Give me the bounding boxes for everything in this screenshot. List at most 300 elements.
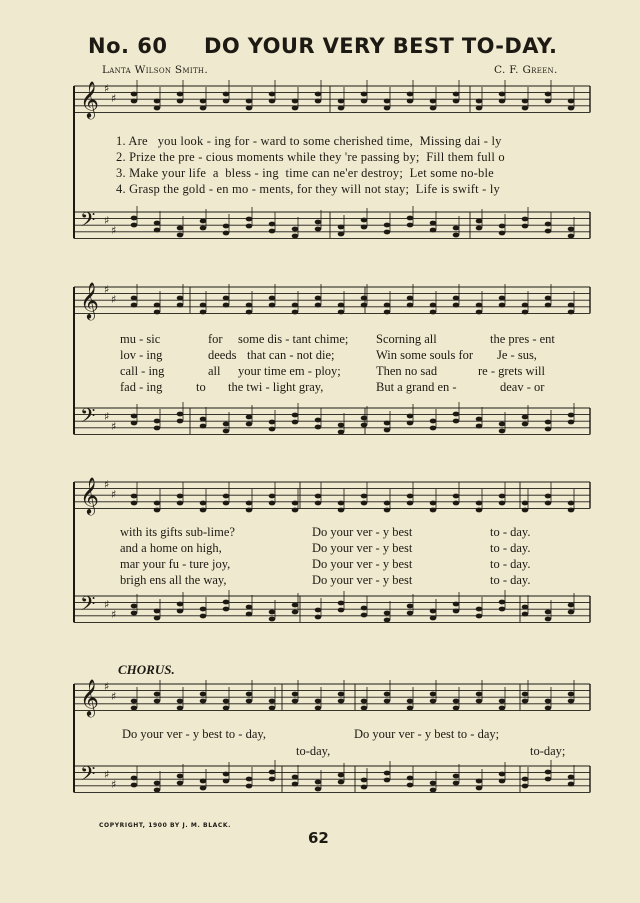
note-head-icon: [545, 770, 552, 775]
note-head-icon: [384, 778, 391, 783]
verse-4-line: 4. Grasp the gold - en mo - ments, for they will not stay; Life is swift - ly: [116, 182, 500, 196]
note-head-icon: [384, 99, 391, 104]
note-head-icon: [476, 219, 483, 224]
note-head-icon: [154, 788, 161, 793]
note-head-icon: [568, 234, 575, 239]
note-head-icon: [499, 772, 506, 777]
note-head-icon: [568, 303, 575, 308]
chorus-lyric: Do your ver - y best to - day,: [122, 727, 266, 741]
note-head-icon: [315, 787, 322, 792]
note-head-icon: [499, 231, 506, 236]
note-head-icon: [453, 699, 460, 704]
lyric: some dis - tant chime;: [238, 332, 349, 346]
note-head-icon: [315, 418, 322, 423]
note-head-icon: [315, 99, 322, 104]
note-head-icon: [476, 692, 483, 697]
note-head-icon: [384, 771, 391, 776]
note-head-icon: [246, 106, 253, 111]
note-head-icon: [384, 230, 391, 235]
note-head-icon: [154, 699, 161, 704]
note-head-icon: [476, 417, 483, 422]
note-head-icon: [131, 421, 138, 426]
note-head-icon: [292, 692, 299, 697]
note-head-icon: [522, 777, 529, 782]
note-head-icon: [223, 429, 230, 434]
treble-clef-icon: 𝄞: [80, 476, 99, 514]
note-head-icon: [246, 777, 253, 782]
note-head-icon: [154, 609, 161, 614]
lyric: with its gifts sub-lime?: [120, 525, 235, 539]
note-head-icon: [315, 780, 322, 785]
note-head-icon: [315, 296, 322, 301]
note-head-icon: [177, 494, 184, 499]
note-head-icon: [522, 99, 529, 104]
verse-1-line: 1. Are you look - ing for - ward to some cherished time, Missing dai - ly: [116, 134, 502, 148]
note-head-icon: [568, 501, 575, 506]
sharp-icon: ♯: [111, 608, 117, 621]
note-head-icon: [384, 310, 391, 315]
note-head-icon: [476, 226, 483, 231]
note-head-icon: [246, 501, 253, 506]
note-head-icon: [131, 501, 138, 506]
note-head-icon: [568, 420, 575, 425]
sharp-icon: ♯: [104, 680, 110, 693]
note-head-icon: [499, 224, 506, 229]
note-head-icon: [246, 303, 253, 308]
note-head-icon: [476, 508, 483, 513]
note-head-icon: [154, 228, 161, 233]
note-head-icon: [131, 699, 138, 704]
note-head-icon: [545, 699, 552, 704]
note-head-icon: [131, 604, 138, 609]
note-head-icon: [177, 226, 184, 231]
chorus-lyric: to-day,: [296, 744, 331, 758]
chorus-lyric: to-day;: [530, 744, 566, 758]
note-head-icon: [522, 422, 529, 427]
note-head-icon: [246, 217, 253, 222]
note-head-icon: [223, 779, 230, 784]
note-head-icon: [568, 227, 575, 232]
note-head-icon: [223, 99, 230, 104]
note-head-icon: [269, 296, 276, 301]
bass-clef-icon: 𝄢: [80, 592, 96, 620]
note-head-icon: [177, 501, 184, 506]
note-head-icon: [292, 699, 299, 704]
note-head-icon: [131, 783, 138, 788]
note-head-icon: [476, 614, 483, 619]
note-head-icon: [499, 429, 506, 434]
note-head-icon: [453, 781, 460, 786]
note-head-icon: [292, 227, 299, 232]
note-head-icon: [361, 303, 368, 308]
note-head-icon: [499, 779, 506, 784]
note-head-icon: [223, 92, 230, 97]
note-head-icon: [154, 310, 161, 315]
note-head-icon: [177, 99, 184, 104]
note-head-icon: [361, 225, 368, 230]
note-head-icon: [476, 779, 483, 784]
note-head-icon: [338, 780, 345, 785]
note-head-icon: [315, 608, 322, 613]
note-head-icon: [223, 296, 230, 301]
note-head-icon: [384, 611, 391, 616]
lyric: and a home on high,: [120, 541, 222, 555]
note-head-icon: [154, 501, 161, 506]
note-head-icon: [499, 494, 506, 499]
note-head-icon: [476, 607, 483, 612]
note-head-icon: [499, 99, 506, 104]
note-head-icon: [568, 699, 575, 704]
note-head-icon: [522, 415, 529, 420]
note-head-icon: [361, 92, 368, 97]
note-head-icon: [407, 494, 414, 499]
note-head-icon: [269, 222, 276, 227]
note-head-icon: [407, 611, 414, 616]
note-head-icon: [315, 303, 322, 308]
note-head-icon: [384, 692, 391, 697]
composer-credit: C. F. Green.: [494, 64, 558, 76]
note-head-icon: [338, 501, 345, 506]
note-head-icon: [384, 303, 391, 308]
note-head-icon: [430, 419, 437, 424]
lyric: to - day.: [490, 525, 531, 539]
lyric: to - day.: [490, 541, 531, 555]
sharp-icon: ♯: [111, 690, 117, 703]
note-head-icon: [338, 423, 345, 428]
note-head-icon: [522, 784, 529, 789]
note-head-icon: [154, 419, 161, 424]
note-head-icon: [223, 494, 230, 499]
note-head-icon: [246, 99, 253, 104]
note-head-icon: [200, 226, 207, 231]
note-head-icon: [453, 501, 460, 506]
lyric: re - grets will: [478, 364, 545, 378]
note-head-icon: [269, 92, 276, 97]
lyric: the twi - light gray,: [228, 380, 324, 394]
note-head-icon: [384, 501, 391, 506]
note-head-icon: [223, 303, 230, 308]
lyric: mu - sic: [120, 332, 161, 346]
note-head-icon: [384, 106, 391, 111]
note-head-icon: [361, 613, 368, 618]
note-head-icon: [269, 610, 276, 615]
note-head-icon: [545, 99, 552, 104]
note-head-icon: [361, 606, 368, 611]
note-head-icon: [453, 419, 460, 424]
note-head-icon: [453, 92, 460, 97]
note-head-icon: [131, 776, 138, 781]
lyric: to: [196, 380, 206, 394]
note-head-icon: [200, 607, 207, 612]
note-head-icon: [223, 607, 230, 612]
note-head-icon: [430, 609, 437, 614]
note-head-icon: [407, 783, 414, 788]
note-head-icon: [430, 106, 437, 111]
note-head-icon: [522, 303, 529, 308]
note-head-icon: [131, 414, 138, 419]
chorus-lyric: Do your ver - y best to - day;: [354, 727, 500, 741]
note-head-icon: [269, 494, 276, 499]
note-head-icon: [177, 303, 184, 308]
note-head-icon: [568, 310, 575, 315]
note-head-icon: [338, 310, 345, 315]
note-head-icon: [131, 99, 138, 104]
note-head-icon: [407, 99, 414, 104]
note-head-icon: [384, 618, 391, 623]
note-head-icon: [453, 774, 460, 779]
note-head-icon: [269, 770, 276, 775]
note-head-icon: [545, 617, 552, 622]
note-head-icon: [131, 303, 138, 308]
note-head-icon: [154, 99, 161, 104]
note-head-icon: [453, 412, 460, 417]
note-head-icon: [154, 106, 161, 111]
note-head-icon: [292, 303, 299, 308]
note-head-icon: [223, 600, 230, 605]
note-head-icon: [568, 413, 575, 418]
sharp-icon: ♯: [111, 224, 117, 237]
sharp-icon: ♯: [104, 410, 110, 423]
note-head-icon: [200, 779, 207, 784]
note-head-icon: [545, 420, 552, 425]
note-head-icon: [499, 296, 506, 301]
note-head-icon: [361, 778, 368, 783]
note-head-icon: [545, 222, 552, 227]
note-head-icon: [154, 303, 161, 308]
note-head-icon: [223, 224, 230, 229]
note-head-icon: [430, 310, 437, 315]
note-head-icon: [407, 776, 414, 781]
note-head-icon: [200, 424, 207, 429]
note-head-icon: [338, 508, 345, 513]
note-head-icon: [200, 786, 207, 791]
note-head-icon: [430, 508, 437, 513]
note-head-icon: [131, 296, 138, 301]
note-head-icon: [269, 427, 276, 432]
note-head-icon: [430, 692, 437, 697]
note-head-icon: [522, 217, 529, 222]
note-head-icon: [499, 607, 506, 612]
note-head-icon: [476, 786, 483, 791]
bass-clef-icon: 𝄢: [80, 208, 96, 236]
note-head-icon: [338, 232, 345, 237]
sharp-icon: ♯: [104, 82, 110, 95]
note-head-icon: [200, 501, 207, 506]
note-head-icon: [154, 692, 161, 697]
note-head-icon: [430, 228, 437, 233]
note-head-icon: [453, 226, 460, 231]
note-head-icon: [522, 224, 529, 229]
note-head-icon: [269, 99, 276, 104]
note-head-icon: [476, 310, 483, 315]
note-head-icon: [361, 218, 368, 223]
note-head-icon: [246, 310, 253, 315]
note-head-icon: [246, 508, 253, 513]
lyric: Do your ver - y best: [312, 541, 413, 555]
note-head-icon: [545, 501, 552, 506]
note-head-icon: [361, 501, 368, 506]
note-head-icon: [200, 417, 207, 422]
note-head-icon: [246, 422, 253, 427]
note-head-icon: [361, 99, 368, 104]
note-head-icon: [545, 92, 552, 97]
note-head-icon: [522, 508, 529, 513]
note-head-icon: [292, 310, 299, 315]
sharp-icon: ♯: [104, 768, 110, 781]
note-head-icon: [338, 225, 345, 230]
sharp-icon: ♯: [111, 420, 117, 433]
note-head-icon: [545, 303, 552, 308]
note-head-icon: [269, 420, 276, 425]
note-head-icon: [246, 605, 253, 610]
lyric: Do your ver - y best: [312, 557, 413, 571]
note-head-icon: [315, 220, 322, 225]
note-head-icon: [430, 781, 437, 786]
hymn-title: DO YOUR VERY BEST TO-DAY.: [204, 34, 558, 58]
note-head-icon: [292, 413, 299, 418]
note-head-icon: [453, 99, 460, 104]
note-head-icon: [154, 426, 161, 431]
note-head-icon: [499, 422, 506, 427]
note-head-icon: [476, 424, 483, 429]
lyric: Do your ver - y best: [312, 525, 413, 539]
note-head-icon: [568, 603, 575, 608]
note-head-icon: [292, 775, 299, 780]
lyric: Scorning all: [376, 332, 437, 346]
sharp-icon: ♯: [111, 488, 117, 501]
note-head-icon: [522, 310, 529, 315]
note-head-icon: [430, 501, 437, 506]
note-head-icon: [568, 610, 575, 615]
note-head-icon: [200, 99, 207, 104]
note-head-icon: [338, 303, 345, 308]
note-head-icon: [292, 508, 299, 513]
lyric: all: [208, 364, 221, 378]
note-head-icon: [545, 706, 552, 711]
note-head-icon: [522, 501, 529, 506]
note-head-icon: [200, 219, 207, 224]
note-head-icon: [361, 699, 368, 704]
note-head-icon: [384, 421, 391, 426]
note-head-icon: [407, 303, 414, 308]
note-head-icon: [315, 494, 322, 499]
note-head-icon: [430, 303, 437, 308]
note-head-icon: [407, 92, 414, 97]
note-head-icon: [430, 699, 437, 704]
note-head-icon: [522, 605, 529, 610]
note-head-icon: [499, 706, 506, 711]
note-head-icon: [223, 699, 230, 704]
lyricist-credit: Lanta Wilson Smith.: [102, 64, 208, 76]
lyric: But a grand en -: [376, 380, 457, 394]
note-head-icon: [269, 617, 276, 622]
note-head-icon: [476, 699, 483, 704]
note-head-icon: [177, 92, 184, 97]
note-head-icon: [246, 612, 253, 617]
note-head-icon: [223, 501, 230, 506]
note-head-icon: [269, 501, 276, 506]
note-head-icon: [246, 692, 253, 697]
note-head-icon: [154, 781, 161, 786]
note-head-icon: [338, 773, 345, 778]
note-head-icon: [430, 616, 437, 621]
sharp-icon: ♯: [111, 778, 117, 791]
note-head-icon: [568, 99, 575, 104]
note-head-icon: [453, 303, 460, 308]
lyric: to - day.: [490, 573, 531, 587]
note-head-icon: [338, 699, 345, 704]
note-head-icon: [361, 423, 368, 428]
lyric: fad - ing: [120, 380, 163, 394]
note-head-icon: [453, 494, 460, 499]
note-head-icon: [131, 706, 138, 711]
note-head-icon: [568, 692, 575, 697]
note-head-icon: [131, 223, 138, 228]
note-head-icon: [361, 494, 368, 499]
note-head-icon: [476, 303, 483, 308]
note-head-icon: [499, 92, 506, 97]
note-head-icon: [568, 782, 575, 787]
note-head-icon: [384, 428, 391, 433]
treble-clef-icon: 𝄞: [80, 678, 99, 716]
note-head-icon: [522, 699, 529, 704]
note-head-icon: [545, 494, 552, 499]
note-head-icon: [545, 229, 552, 234]
note-head-icon: [545, 610, 552, 615]
note-head-icon: [522, 106, 529, 111]
note-head-icon: [407, 706, 414, 711]
note-head-icon: [177, 412, 184, 417]
verse-2-line: 2. Prize the pre - cious moments while they 're passing by; Fill them full o: [116, 150, 505, 164]
note-head-icon: [292, 420, 299, 425]
bass-clef-icon: 𝄢: [80, 762, 96, 790]
copyright-notice: COPYRIGHT, 1900 BY J. M. BLACK.: [99, 822, 232, 829]
note-head-icon: [177, 609, 184, 614]
note-head-icon: [177, 706, 184, 711]
note-head-icon: [476, 106, 483, 111]
lyric: deav - or: [500, 380, 545, 394]
note-head-icon: [453, 602, 460, 607]
note-head-icon: [338, 692, 345, 697]
note-head-icon: [200, 692, 207, 697]
sharp-icon: ♯: [104, 598, 110, 611]
note-head-icon: [315, 615, 322, 620]
note-head-icon: [200, 310, 207, 315]
note-head-icon: [200, 508, 207, 513]
note-head-icon: [476, 99, 483, 104]
note-head-icon: [384, 508, 391, 513]
lyric: Je - sus,: [497, 348, 537, 362]
note-head-icon: [568, 508, 575, 513]
treble-clef-icon: 𝄞: [80, 80, 99, 118]
note-head-icon: [200, 699, 207, 704]
note-head-icon: [499, 699, 506, 704]
sharp-icon: ♯: [111, 293, 117, 306]
treble-clef-icon: 𝄞: [80, 281, 99, 319]
note-head-icon: [476, 501, 483, 506]
note-head-icon: [269, 229, 276, 234]
lyric: lov - ing: [120, 348, 163, 362]
note-head-icon: [407, 604, 414, 609]
sharp-icon: ♯: [104, 214, 110, 227]
sharp-icon: ♯: [104, 283, 110, 296]
note-head-icon: [131, 611, 138, 616]
note-head-icon: [361, 296, 368, 301]
note-head-icon: [430, 788, 437, 793]
note-head-icon: [246, 699, 253, 704]
note-head-icon: [522, 612, 529, 617]
lyric: brigh ens all the way,: [120, 573, 227, 587]
